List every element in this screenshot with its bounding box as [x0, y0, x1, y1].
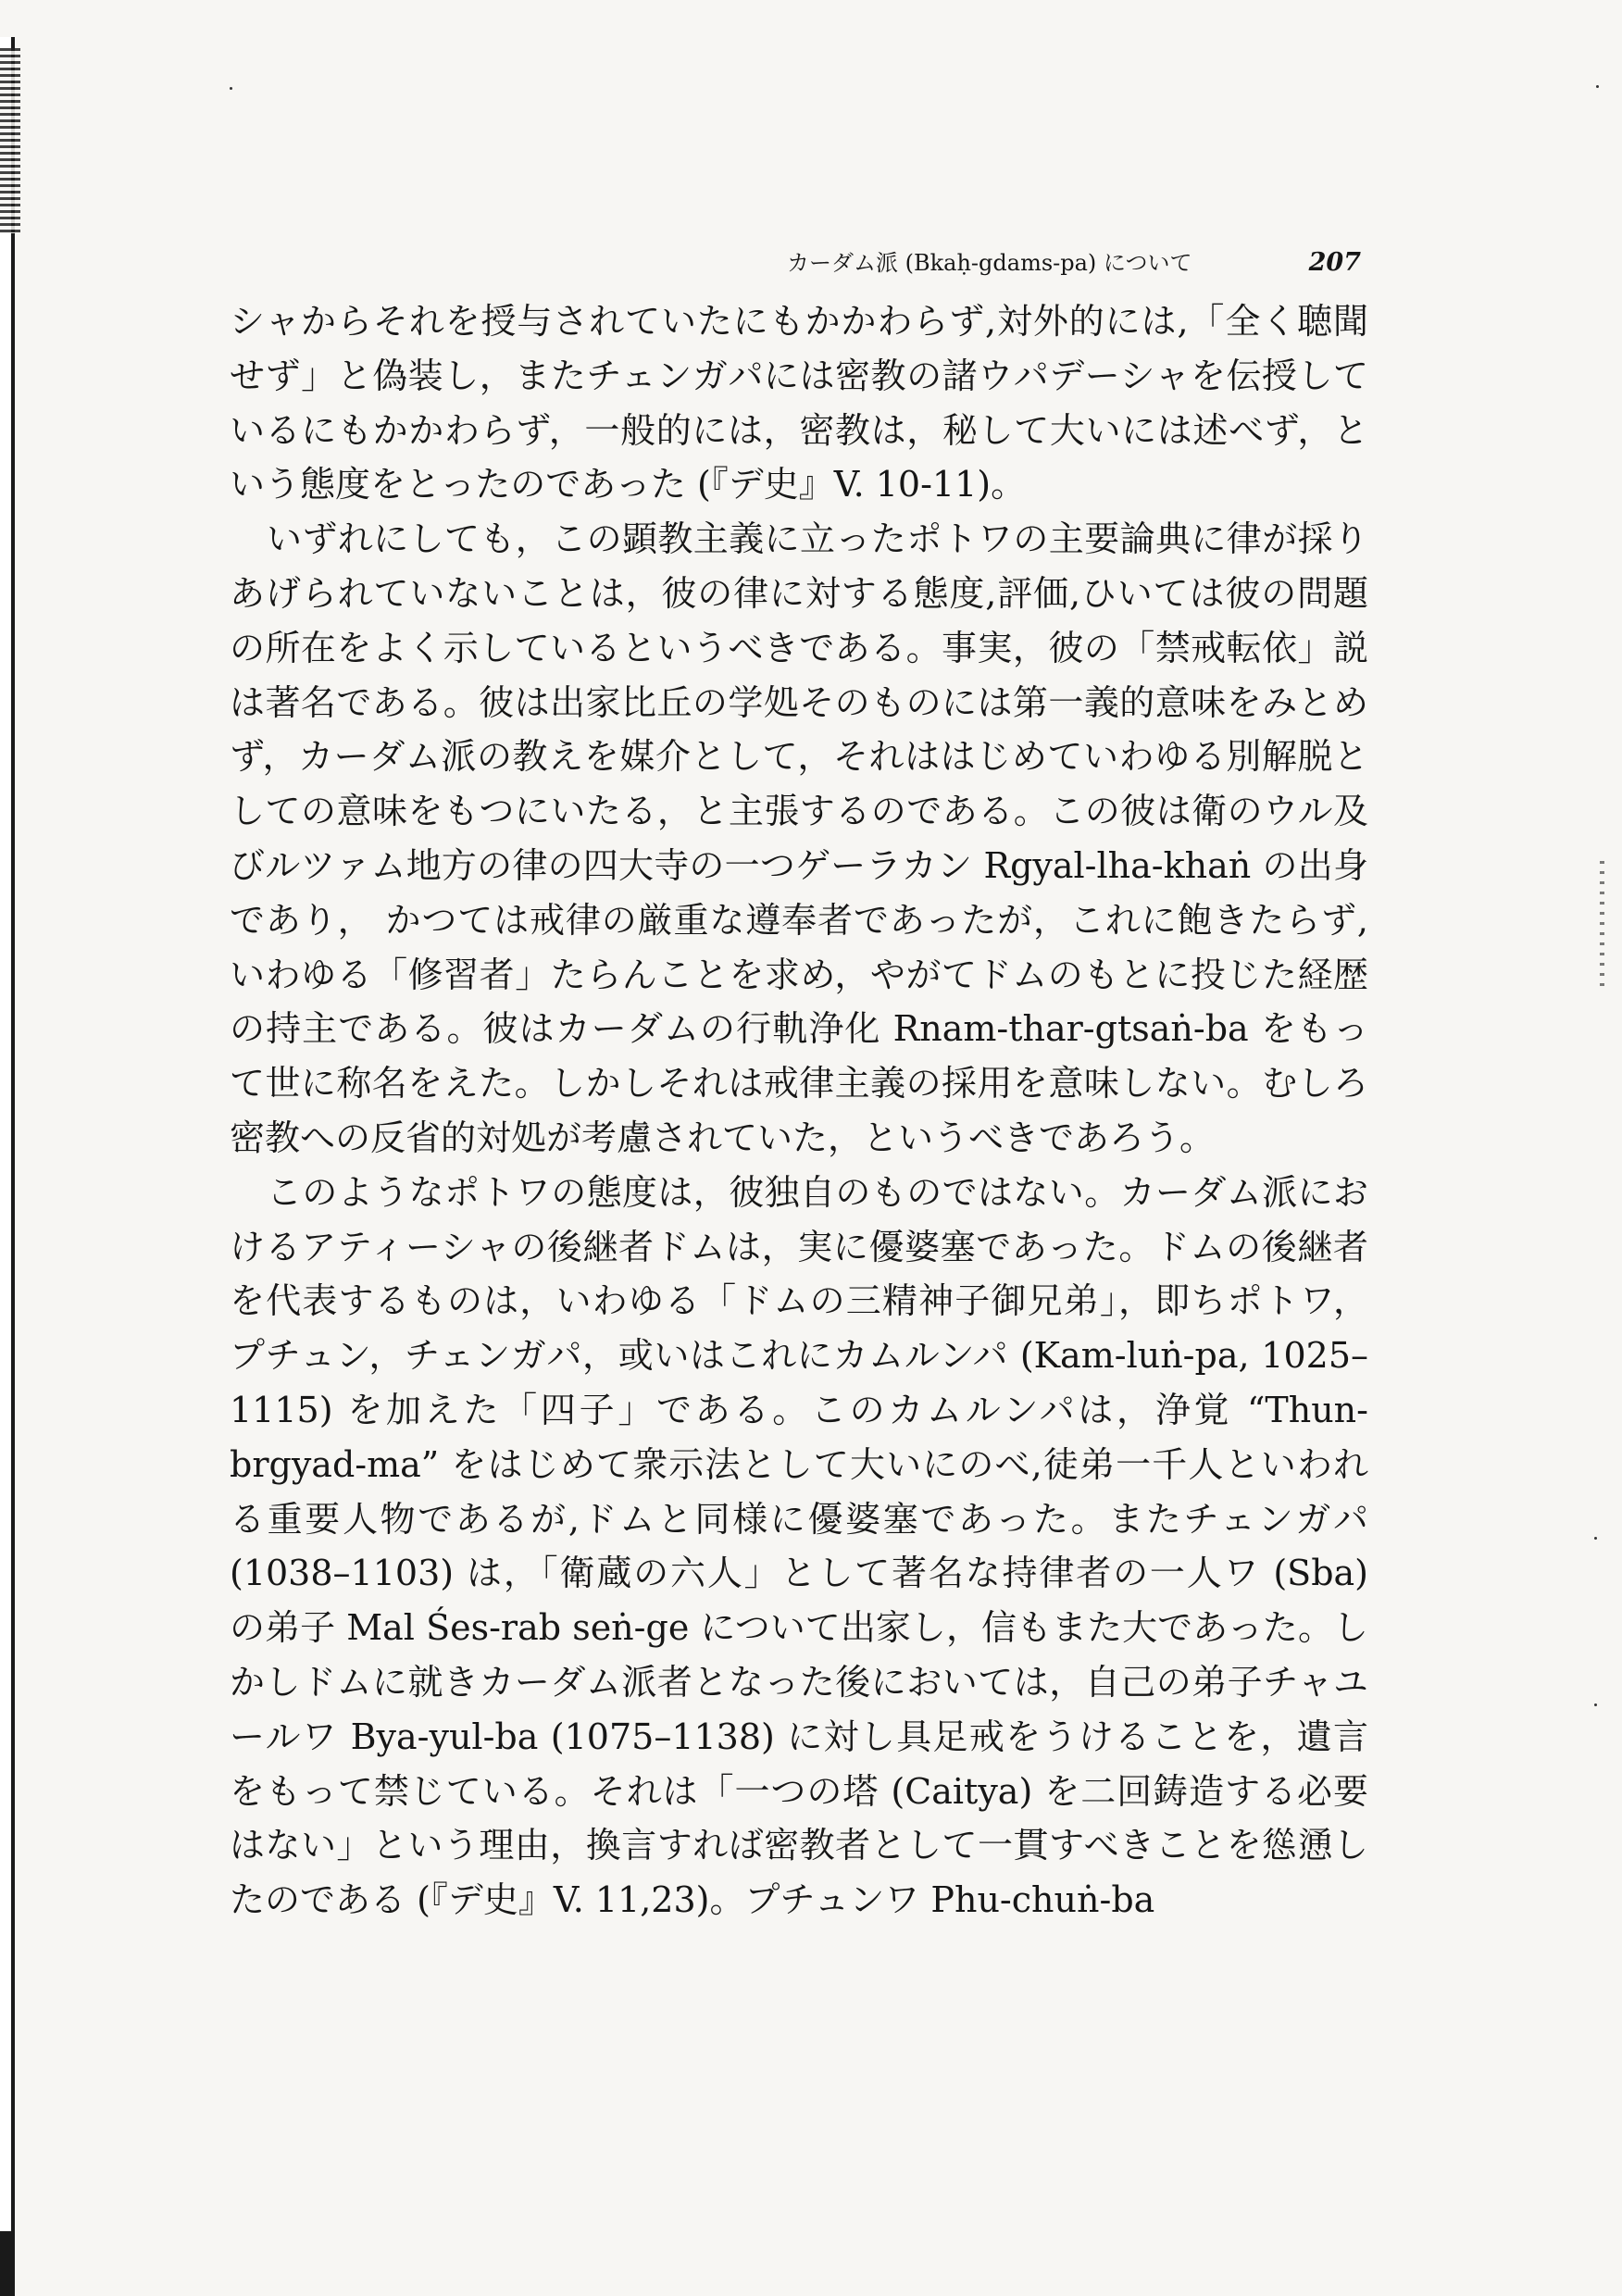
running-head [787, 244, 1361, 281]
binding-edge-marks-bottom [0, 2231, 15, 2296]
scan-speck [230, 87, 232, 90]
paragraph-3: このようなポトワの態度は，彼独自のものではない。カーダム派におけるアティーシャの後継者ドムは，実に優婆塞であった。ドムの後継者を代表するものは，いわゆる「ドムの三精神子御兄弟」，即ちポトワ，プチュン，チェンガパ，或いはこれにカムルンパ (Kam-luṅ-pa, 1025–1115) を加えた「四子」である。このカムルンパは，浄覚 “Thun-brgyad-ma” をはじめて衆示法として大いにのべ,徒弟一千人といわれる重要人物であるが,ドムと同様に優婆塞であった。またチェンガパ (1038–1103) は，「衛蔵の六人」として著名な持律者の一人ワ (Sba) の弟子 Mal Śes-rab seṅ-ge について出家し，信もまた大であった。しかしドムに就きカーダム派者となった後においては，自己の弟子チャユールワ Bya-yul-ba (1075–1138) に対し具足戒をうけることを，遺言をもって禁じている。それは「一つの塔 (Caitya) を二回鋳造する必要はない」という理由，換言すれば密教者として一貫すべきことを慫慂したのである (『デ史』V. 11,23)。プチュンワ Phu-chuṅ-ba [230, 1171, 1368, 1921]
scan-speck [1594, 1537, 1597, 1540]
running-title: カーダム派 (Bkaḥ-gdams-pa) について [787, 250, 1192, 276]
binding-edge [0, 37, 15, 2296]
paragraph-2: いずれにしても，この顕教主義に立ったポトワの主要論典に律が採りあげられていないことは，彼の律に対する態度,評価,ひいては彼の問題の所在をよく示しているというべきである。事実，彼の「禁戒転依」説は著名である。彼は出家比丘の学処そのものには第一義的意味をみとめず，カーダム派の教えを媒介として，それははじめていわゆる別解脱としての意味をもつにいたる，と主張するのである。この彼は衛のウル及びルツァム地方の律の四大寺の一つゲーラカン Rgyal-lha-khaṅ の出身であり， かつては戒律の厳重な遵奉者であったが，これに飽きたらず,いわゆる「修習者」たらんことを求め，やがてドムのもとに投じた経歴の持主である。彼はカーダムの行軌浄化 Rnam-thar-gtsaṅ-ba をもって世に称名をえた。しかしそれは戒律主義の採用を意味しない。むしろ密教への反省的対処が考慮されていた，というべきであろう。 [230, 518, 1368, 1158]
scan-speck [1594, 1703, 1597, 1706]
body-text [230, 294, 1368, 1928]
page-number: 207 [1308, 248, 1361, 277]
scan-edge-marks [1600, 861, 1604, 991]
binding-edge-marks-top [0, 48, 20, 233]
scan-speck [1596, 85, 1599, 88]
paragraph-1: シャからそれを授与されていたにもかかわらず,対外的には,「全く聴聞せず」と偽装し，またチェンガパには密教の諸ウパデーシャを伝授しているにもかかわらず，一般的には，密教は，秘して大いには述べず，という態度をとったのであった (『デ史』V. 10-11)。 [230, 301, 1368, 505]
